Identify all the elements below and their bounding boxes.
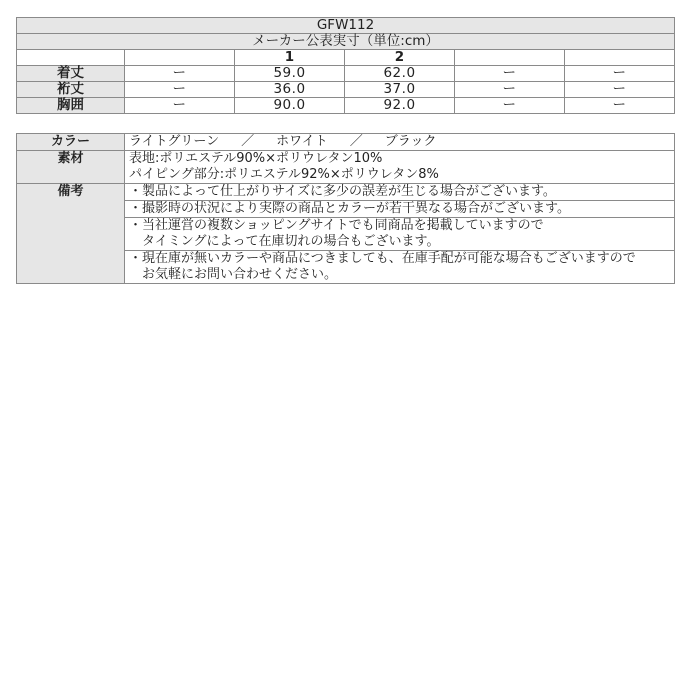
notes-row <box>17 184 675 201</box>
color-option: ホワイト <box>276 134 328 149</box>
material-line: 表地:ポリエステル90%×ポリウレタン10% <box>129 151 383 166</box>
note-line: ・現在庫が無いカラーや商品につきましても、在庫手配が可能な場合もございますので <box>129 251 636 266</box>
color-separator: ／ <box>349 134 363 149</box>
row-label: 着丈 <box>17 66 125 82</box>
color-options <box>125 134 675 151</box>
size-header: 1 <box>235 50 345 66</box>
note-item <box>125 201 675 218</box>
note-line: ・撮影時の状況により実際の商品とカラーが若干異なる場合がございます。 <box>129 201 570 216</box>
material-row <box>17 151 675 184</box>
table-row <box>17 66 675 82</box>
row-label: 胸囲 <box>17 98 125 114</box>
measurement-cell: 62.0 <box>345 66 455 82</box>
measurement-cell: ー <box>125 66 235 82</box>
table-row <box>17 82 675 98</box>
spec-table <box>16 133 675 284</box>
measurement-cell: 36.0 <box>235 82 345 98</box>
color-option: ライトグリーン <box>129 134 220 149</box>
material-line: パイピング部分:ポリエステル92%×ポリウレタン8% <box>129 167 439 182</box>
measurement-cell: ー <box>565 82 675 98</box>
note-item <box>125 218 675 251</box>
color-row <box>17 134 675 151</box>
measurement-cell: ー <box>565 66 675 82</box>
measurement-cell: ー <box>455 98 565 114</box>
note-line: ・製品によって仕上がりサイズに多少の誤差が生じる場合がございます。 <box>129 184 556 199</box>
measurement-cell: ー <box>125 82 235 98</box>
measurement-cell: 37.0 <box>345 82 455 98</box>
measurement-cell: ー <box>125 98 235 114</box>
table-row <box>17 98 675 114</box>
product-code: GFW112 <box>17 18 675 34</box>
note-line: お気軽にお問い合わせください。 <box>129 267 338 282</box>
size-header: 2 <box>345 50 455 66</box>
measurement-cell: 92.0 <box>345 98 455 114</box>
size-header <box>125 50 235 66</box>
size-chart-table <box>16 17 675 114</box>
size-header-row <box>17 50 675 66</box>
size-header <box>565 50 675 66</box>
measurement-cell: ー <box>565 98 675 114</box>
measurement-cell: 59.0 <box>235 66 345 82</box>
color-separator: ／ <box>241 134 255 149</box>
note-item <box>125 184 675 201</box>
color-option: ブラック <box>384 134 437 149</box>
measurement-cell: ー <box>455 82 565 98</box>
size-header-corner <box>17 50 125 66</box>
note-item <box>125 251 675 284</box>
unit-title: メーカー公表実寸（単位:cm） <box>17 34 675 50</box>
size-header <box>455 50 565 66</box>
material-label: 素材 <box>17 151 125 184</box>
measurement-cell: ー <box>455 66 565 82</box>
note-line: タイミングによって在庫切れの場合もございます。 <box>129 234 440 249</box>
measurement-cell: 90.0 <box>235 98 345 114</box>
row-label: 裄丈 <box>17 82 125 98</box>
material-value <box>125 151 675 184</box>
color-label: カラー <box>17 134 125 151</box>
note-line: ・当社運営の複数ショッピングサイトでも同商品を掲載していますので <box>129 218 544 233</box>
notes-label: 備考 <box>17 184 125 284</box>
